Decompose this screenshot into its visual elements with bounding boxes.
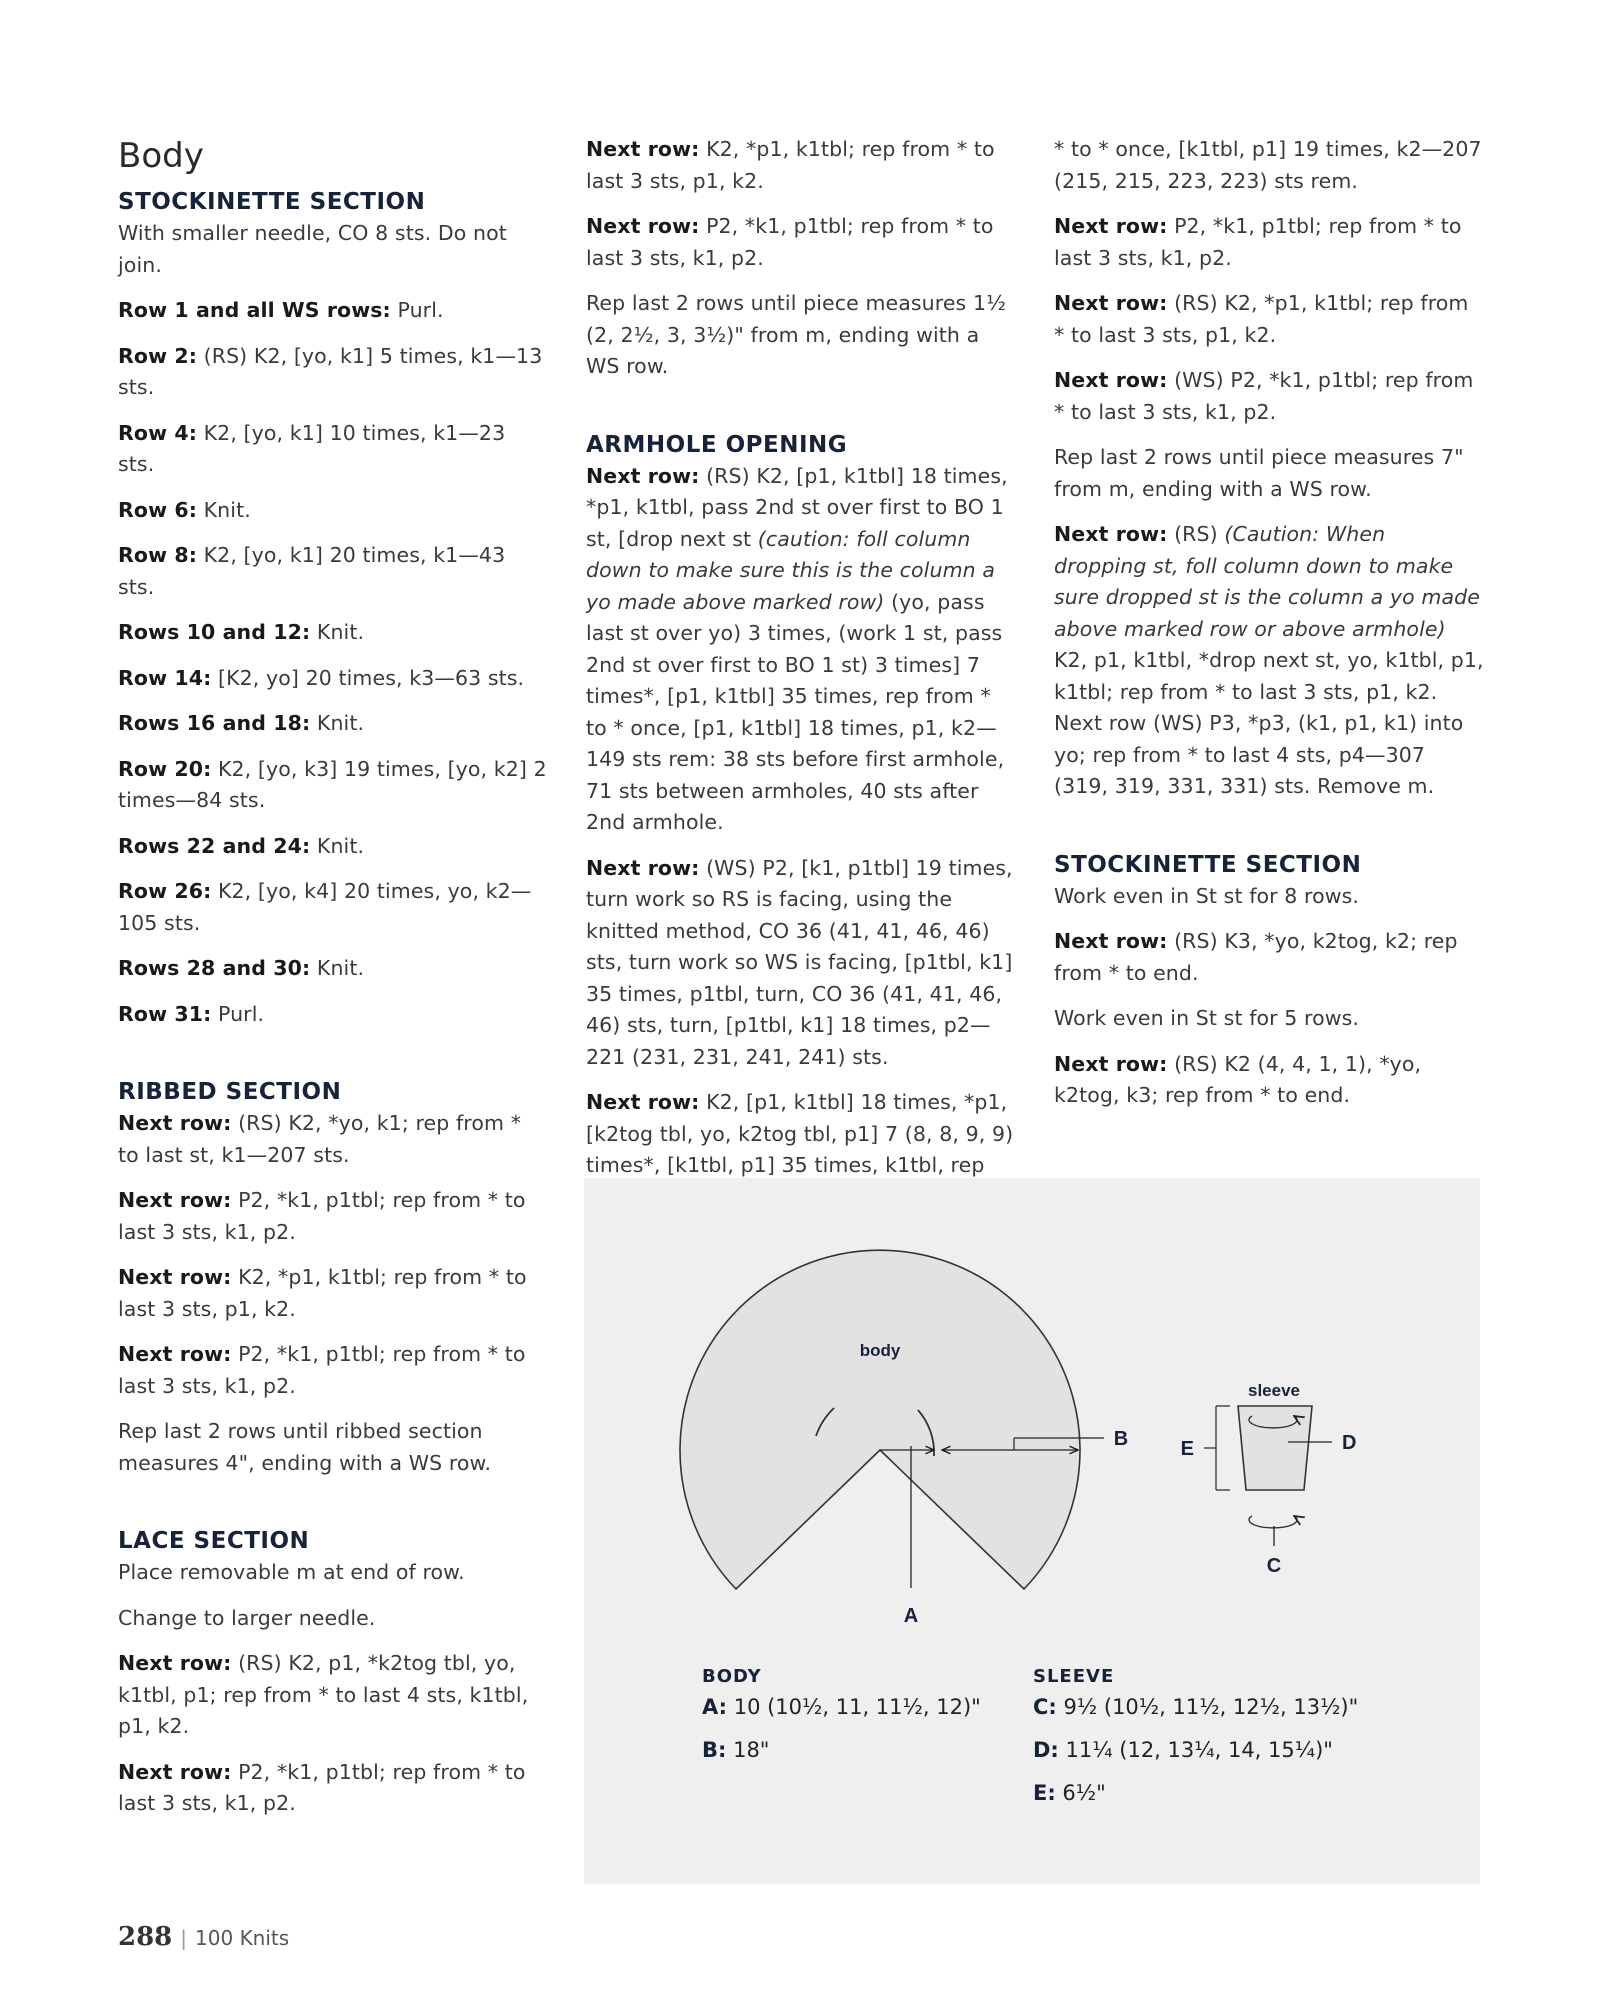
row-text: K2, [yo, k4] 20 times, yo, k2—105 sts. <box>118 879 532 935</box>
pattern-row <box>118 1185 548 1248</box>
row-label: Next row: <box>586 1090 700 1114</box>
row-text: (RS) K3, *yo, k2tog, k2; rep from * to end. <box>1054 929 1458 985</box>
armhole-heading: ARMHOLE OPENING <box>586 431 848 458</box>
ribbed-rows <box>118 1108 548 1402</box>
label-e: E <box>1180 1438 1194 1460</box>
schematic-panel <box>584 1178 1480 1884</box>
row-text: K2, p1, k1tbl, *drop next st, yo, k1tbl, p1, k1tbl; rep from * to last 3 sts, p1, k2. Next row (WS) P3, *p3, (k1, p1, k1) into yo; rep from * to last 4 sts, p4—307 (319, 319, 331, 331) sts. Remove m. <box>1054 648 1484 798</box>
pattern-row <box>118 341 548 404</box>
ribbed-repeat: Rep last 2 rows until ribbed section measures 4", ending with a WS row. <box>118 1419 492 1475</box>
label-a: A <box>903 1605 919 1627</box>
column-3-repeat: Rep last 2 rows until piece measures 7" from m, ending with a WS row. <box>1054 445 1464 501</box>
row-label: Row 26: <box>118 879 212 903</box>
row-label: Next row: <box>586 137 700 161</box>
row-label: Rows 28 and 30: <box>118 956 311 980</box>
lace-rows <box>118 1648 548 1820</box>
row-label: Row 6: <box>118 497 198 522</box>
measurement-value: 11¼ (12, 13¼, 14, 15¼)" <box>1058 1738 1333 1762</box>
row-label: Next row: <box>1054 522 1168 546</box>
row-label: Next row: <box>118 1342 232 1366</box>
measurement-label: A: <box>702 1695 728 1719</box>
row-text: Knit. <box>310 956 365 980</box>
measurement-label: D: <box>1033 1738 1059 1762</box>
lace-heading: LACE SECTION <box>118 1528 310 1554</box>
label-c: C <box>1266 1555 1282 1577</box>
pattern-row <box>118 708 548 740</box>
armhole-row-2 <box>586 853 1016 1074</box>
armhole-row-1 <box>586 461 1016 839</box>
row-text: P2, *k1, p1tbl; rep from * to last 3 sts, k1, p2. <box>586 214 994 270</box>
row-text: P2, *k1, p1tbl; rep from * to last 3 sts, k1, p2. <box>118 1759 526 1815</box>
stockinette-heading-2: STOCKINETTE SECTION <box>1054 851 1362 878</box>
measurement-label: B: <box>702 1738 727 1762</box>
stockinette-step-1: Work even in St st for 8 rows. <box>1054 883 1360 908</box>
pattern-row <box>118 1108 548 1171</box>
body-measurements <box>702 1666 1002 1779</box>
column-3 <box>1054 134 1484 1126</box>
row-label: Next row: <box>118 1188 232 1212</box>
pattern-row <box>118 617 548 649</box>
sleeve-label: sleeve <box>1248 1381 1300 1400</box>
stockinette-rows <box>118 295 548 1030</box>
row-text: K2, [yo, k1] 10 times, k1—23 sts. <box>118 420 506 476</box>
row-label: Row 4: <box>118 420 198 445</box>
measurement-value: 18" <box>726 1738 770 1762</box>
pattern-row <box>118 1262 548 1325</box>
sleeve-bottom-circle-arrow <box>1249 1516 1297 1528</box>
measurement-label: E: <box>1033 1781 1056 1805</box>
pattern-row <box>118 663 548 695</box>
footer-separator: | <box>180 1926 188 1950</box>
measurement-value: 10 (10½, 11, 11½, 12)" <box>727 1695 981 1719</box>
lace-repeat: Rep last 2 rows until piece measures 1½ (2, 2½, 3, 3½)" from m, ending with a WS row. <box>586 291 1007 378</box>
pattern-row <box>586 134 1016 197</box>
body-label: body <box>859 1341 901 1360</box>
row-label: Next row: <box>586 214 700 238</box>
measurement-d <box>1033 1736 1433 1765</box>
measurement-value: 6½" <box>1055 1781 1106 1805</box>
row-text: (WS) P2, *k1, p1tbl; rep from * to last 3 sts, k1, p2. <box>1054 368 1474 424</box>
pattern-row <box>118 999 548 1031</box>
row-text: P2, *k1, p1tbl; rep from * to last 3 sts, k1, p2. <box>1054 214 1462 270</box>
measurement-label: C: <box>1033 1695 1057 1719</box>
stockinette-intro: With smaller needle, CO 8 sts. Do not join. <box>118 221 507 277</box>
row-label: Next row: <box>118 1651 232 1675</box>
page-number: 288 <box>118 1922 173 1952</box>
stockinette-step-4 <box>1054 1049 1484 1112</box>
row-text: Knit. <box>310 833 365 858</box>
measurement-c <box>1033 1693 1433 1722</box>
pattern-row <box>1054 365 1484 428</box>
row-text: Purl. <box>211 1001 265 1026</box>
row-label: Rows 10 and 12: <box>118 620 311 644</box>
pattern-row <box>118 540 548 603</box>
row-text: K2, *p1, k1tbl; rep from * to last 3 sts, p1, k2. <box>118 1265 527 1321</box>
row-label: Row 14: <box>118 665 212 690</box>
pattern-row <box>118 1648 548 1743</box>
caution-note: (Caution: When dropping st, foll column down to make sure dropped st is the column a yo made above marked row or above armhole) <box>1054 522 1480 641</box>
row-text: P2, *k1, p1tbl; rep from * to last 3 sts, k1, p2. <box>118 1188 526 1244</box>
row-label: Next row: <box>586 855 700 880</box>
drop-stitch-row <box>1054 519 1484 803</box>
row-label: Next row: <box>1054 368 1168 392</box>
body-shape <box>680 1250 1080 1589</box>
label-b: B <box>1113 1428 1129 1450</box>
row-label: Next row: <box>118 1759 232 1784</box>
pattern-row <box>1054 211 1484 274</box>
stockinette-step-2 <box>1054 926 1484 989</box>
row-text: Knit. <box>197 497 251 522</box>
row-text: K2, [p1, k1tbl] 18 times, *p1, [k2tog tbl, yo, k2tog tbl, p1] 7 (8, 8, 9, 9) times*, [k1tbl, p1] 35 times, k1tbl, rep <box>586 1090 1014 1177</box>
row-label: Next row: <box>118 1111 232 1135</box>
pattern-row <box>118 418 548 481</box>
lace-continued-rows <box>586 134 1016 274</box>
row-label: Next row: <box>1054 214 1168 238</box>
row-text: Purl. <box>390 298 444 322</box>
pattern-row <box>118 1757 548 1820</box>
row-text: P2, *k1, p1tbl; rep from * to last 3 sts, k1, p2. <box>118 1342 526 1398</box>
pattern-row <box>1054 288 1484 351</box>
row-text: K2, [yo, k1] 20 times, k1—43 sts. <box>118 543 506 599</box>
row-label: Row 20: <box>118 756 212 781</box>
row-text: (RS) K2, [yo, k1] 5 times, k1—13 sts. <box>118 343 543 399</box>
row-label: Rows 22 and 24: <box>118 833 311 858</box>
row-text: (RS) K2 (4, 4, 1, 1), *yo, k2tog, k3; rep from * to end. <box>1054 1051 1422 1107</box>
row-label: Row 1 and all WS rows: <box>118 298 391 322</box>
row-text: (RS) K2, *p1, k1tbl; rep from * to last 3 sts, p1, k2. <box>1054 291 1469 347</box>
page-footer <box>118 1922 289 1952</box>
pattern-row <box>118 495 548 527</box>
lace-marker-note: Place removable m at end of row. <box>118 1560 465 1584</box>
sleeve-measurements-heading: SLEEVE <box>1033 1666 1115 1687</box>
column-2 <box>586 134 1016 1227</box>
ribbed-heading: RIBBED SECTION <box>118 1079 342 1105</box>
measurement-b <box>702 1736 1002 1765</box>
section-title: Body <box>118 136 204 176</box>
measurement-a <box>702 1693 1002 1722</box>
row-text: Knit. <box>310 620 365 644</box>
row-label: Row 8: <box>118 543 198 567</box>
pattern-row <box>118 754 548 817</box>
row-text: [K2, yo] 20 times, k3—63 sts. <box>211 665 525 690</box>
column-1 <box>118 134 548 1834</box>
lace-needle-note: Change to larger needle. <box>118 1605 376 1630</box>
row-text: (RS) K2, [p1, k1tbl] 18 times, *p1, k1tbl, pass 2nd st over first to BO 1 st, [drop next st <box>586 463 1008 551</box>
row-label: Next row: <box>1054 291 1168 315</box>
row-label: Row 2: <box>118 343 198 368</box>
row-text: (RS) K2, p1, *k2tog tbl, yo, k1tbl, p1; rep from * to last 4 sts, k1tbl, p1, k2. <box>118 1651 529 1738</box>
armhole-row-3-continued: * to * once, [k1tbl, p1] 19 times, k2—207 (215, 215, 223, 223) sts rem. <box>1054 137 1482 193</box>
pattern-row <box>118 831 548 863</box>
pattern-row <box>118 953 548 985</box>
stockinette-step-3: Work even in St st for 5 rows. <box>1054 1006 1360 1030</box>
row-label: Next row: <box>118 1265 232 1289</box>
row-label: Next row: <box>1054 1051 1168 1076</box>
row-text: (WS) P2, [k1, p1tbl] 19 times, turn work so RS is facing, using the knitted method, CO 36 (41, 41, 46, 46) sts, turn work so WS is facing, [p1tbl, k1] 35 times, p1tbl, turn, CO 36 (41, 41, 46, 46) sts, turn, [p1tbl, k1] 18 times, p2—221 (231, 231, 241, 241) sts. <box>586 855 1013 1069</box>
row-text: (yo, pass last st over yo) 3 times, (work 1 st, pass 2nd st over first to BO 1 st) 3 times] 7 times*, [p1, k1tbl] 35 times, rep from * to * once, [p1, k1tbl] 18 times, p1, k2—149 sts rem: 38 sts before first armhole, 71 sts between armholes, 40 sts after 2nd armhole. <box>586 589 1005 834</box>
row-text: (RS) K2, *yo, k1; rep from * to last st, k1—207 sts. <box>118 1111 522 1167</box>
label-d: D <box>1342 1432 1357 1454</box>
row-text: Knit. <box>310 711 365 735</box>
row-label: Next row: <box>586 463 700 488</box>
caution-note: (caution: foll column down to make sure this is the column a yo made above marked row) <box>586 526 996 614</box>
row-label: Rows 16 and 18: <box>118 711 311 735</box>
measurement-value: 9½ (10½, 11½, 12½, 13½)" <box>1056 1695 1359 1719</box>
measurement-e <box>1033 1779 1433 1808</box>
row-text: (RS) <box>1167 522 1225 546</box>
row-text: K2, [yo, k3] 19 times, [yo, k2] 2 times—84 sts. <box>118 756 547 812</box>
stockinette-heading: STOCKINETTE SECTION <box>118 189 426 215</box>
pattern-row <box>118 876 548 939</box>
pattern-row <box>118 295 548 327</box>
pattern-row <box>586 211 1016 274</box>
pattern-row <box>118 1339 548 1402</box>
row-label: Next row: <box>1054 929 1168 953</box>
sleeve-measurements <box>1033 1666 1433 1822</box>
row-label: Row 31: <box>118 1001 212 1026</box>
book-title: 100 Knits <box>195 1926 290 1950</box>
column-3-rows <box>1054 211 1484 428</box>
row-text: K2, *p1, k1tbl; rep from * to last 3 sts, p1, k2. <box>586 137 995 193</box>
body-measurements-heading: BODY <box>702 1666 762 1687</box>
